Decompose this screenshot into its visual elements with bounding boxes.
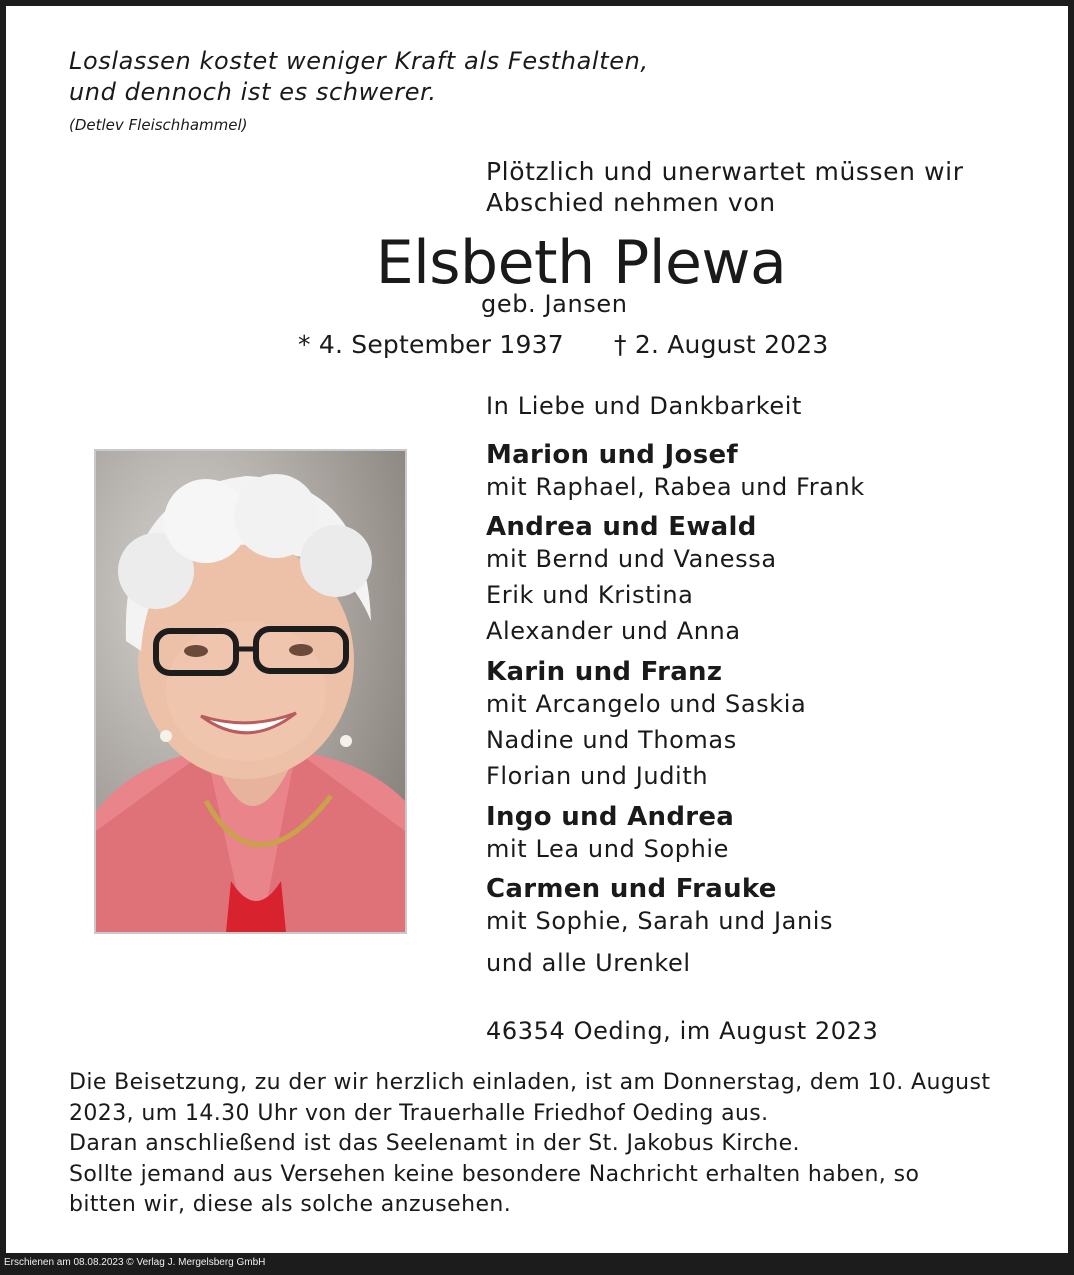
mourners-closing: und alle Urenkel [486,949,691,977]
maiden-name: geb. Jansen [481,290,628,318]
family-member-line: mit Bernd und Vanessa [486,545,777,573]
family-member-line: mit Arcangelo und Saskia [486,690,807,718]
family-member-line: mit Lea und Sophie [486,835,730,863]
birth-date: * 4. September 1937 [298,330,564,359]
funeral-info [69,1068,990,1221]
mourners-opening: In Liebe und Dankbarkeit [486,392,803,420]
family-member-line: mit Raphael, Rabea und Frank [486,473,865,501]
family-member-line: mit Sophie, Sarah und Janis [486,907,834,935]
funeral-info-line: Die Beisetzung, zu der wir herzlich einladen, ist am Donnerstag, dem 10. August [69,1070,991,1095]
family-head: Andrea und Ewald [486,512,757,542]
family-head: Ingo und Andrea [486,802,735,832]
funeral-info-line: Sollte jemand aus Versehen keine besondere Nachricht erhalten haben, so [69,1161,920,1187]
publication-credit: Erschienen am 08.08.2023 © Verlag J. Mergelsberg GmbH [4,1257,266,1268]
obituary-notice [6,6,1068,1253]
funeral-info-line: bitten wir, diese als solche anzusehen. [69,1192,512,1217]
intro-line-1: Plötzlich und unerwartet müssen wir [486,157,964,186]
deceased-name: Elsbeth Plewa [375,228,787,298]
family-member-line: Nadine und Thomas [486,726,737,754]
quote-author: (Detlev Fleischhammel) [69,116,248,134]
quote-line-2: und dennoch ist es schwerer. [69,78,437,106]
family-head: Karin und Franz [486,657,723,687]
family-head: Carmen und Frauke [486,874,777,904]
funeral-info-line: Daran anschließend ist das Seelenamt in der St. Jakobus Kirche. [69,1131,800,1156]
quote-line-1: Loslassen kostet weniger Kraft als Festhalten, [69,47,649,75]
family-head: Marion und Josef [486,440,739,470]
funeral-info-line: 2023, um 14.30 Uhr von der Trauerhalle Friedhof Oeding aus. [69,1100,769,1126]
family-member-line: Erik und Kristina [486,581,694,609]
intro-line-2: Abschied nehmen von [486,188,776,217]
family-member-line: Florian und Judith [486,762,709,790]
place-and-date: 46354 Oeding, im August 2023 [486,1017,879,1045]
portrait-photo-illustration [96,451,405,932]
death-date: † 2. August 2023 [614,330,829,359]
intro-text [486,156,964,218]
portrait-photo [94,449,407,934]
family-member-line: Alexander und Anna [486,617,741,645]
